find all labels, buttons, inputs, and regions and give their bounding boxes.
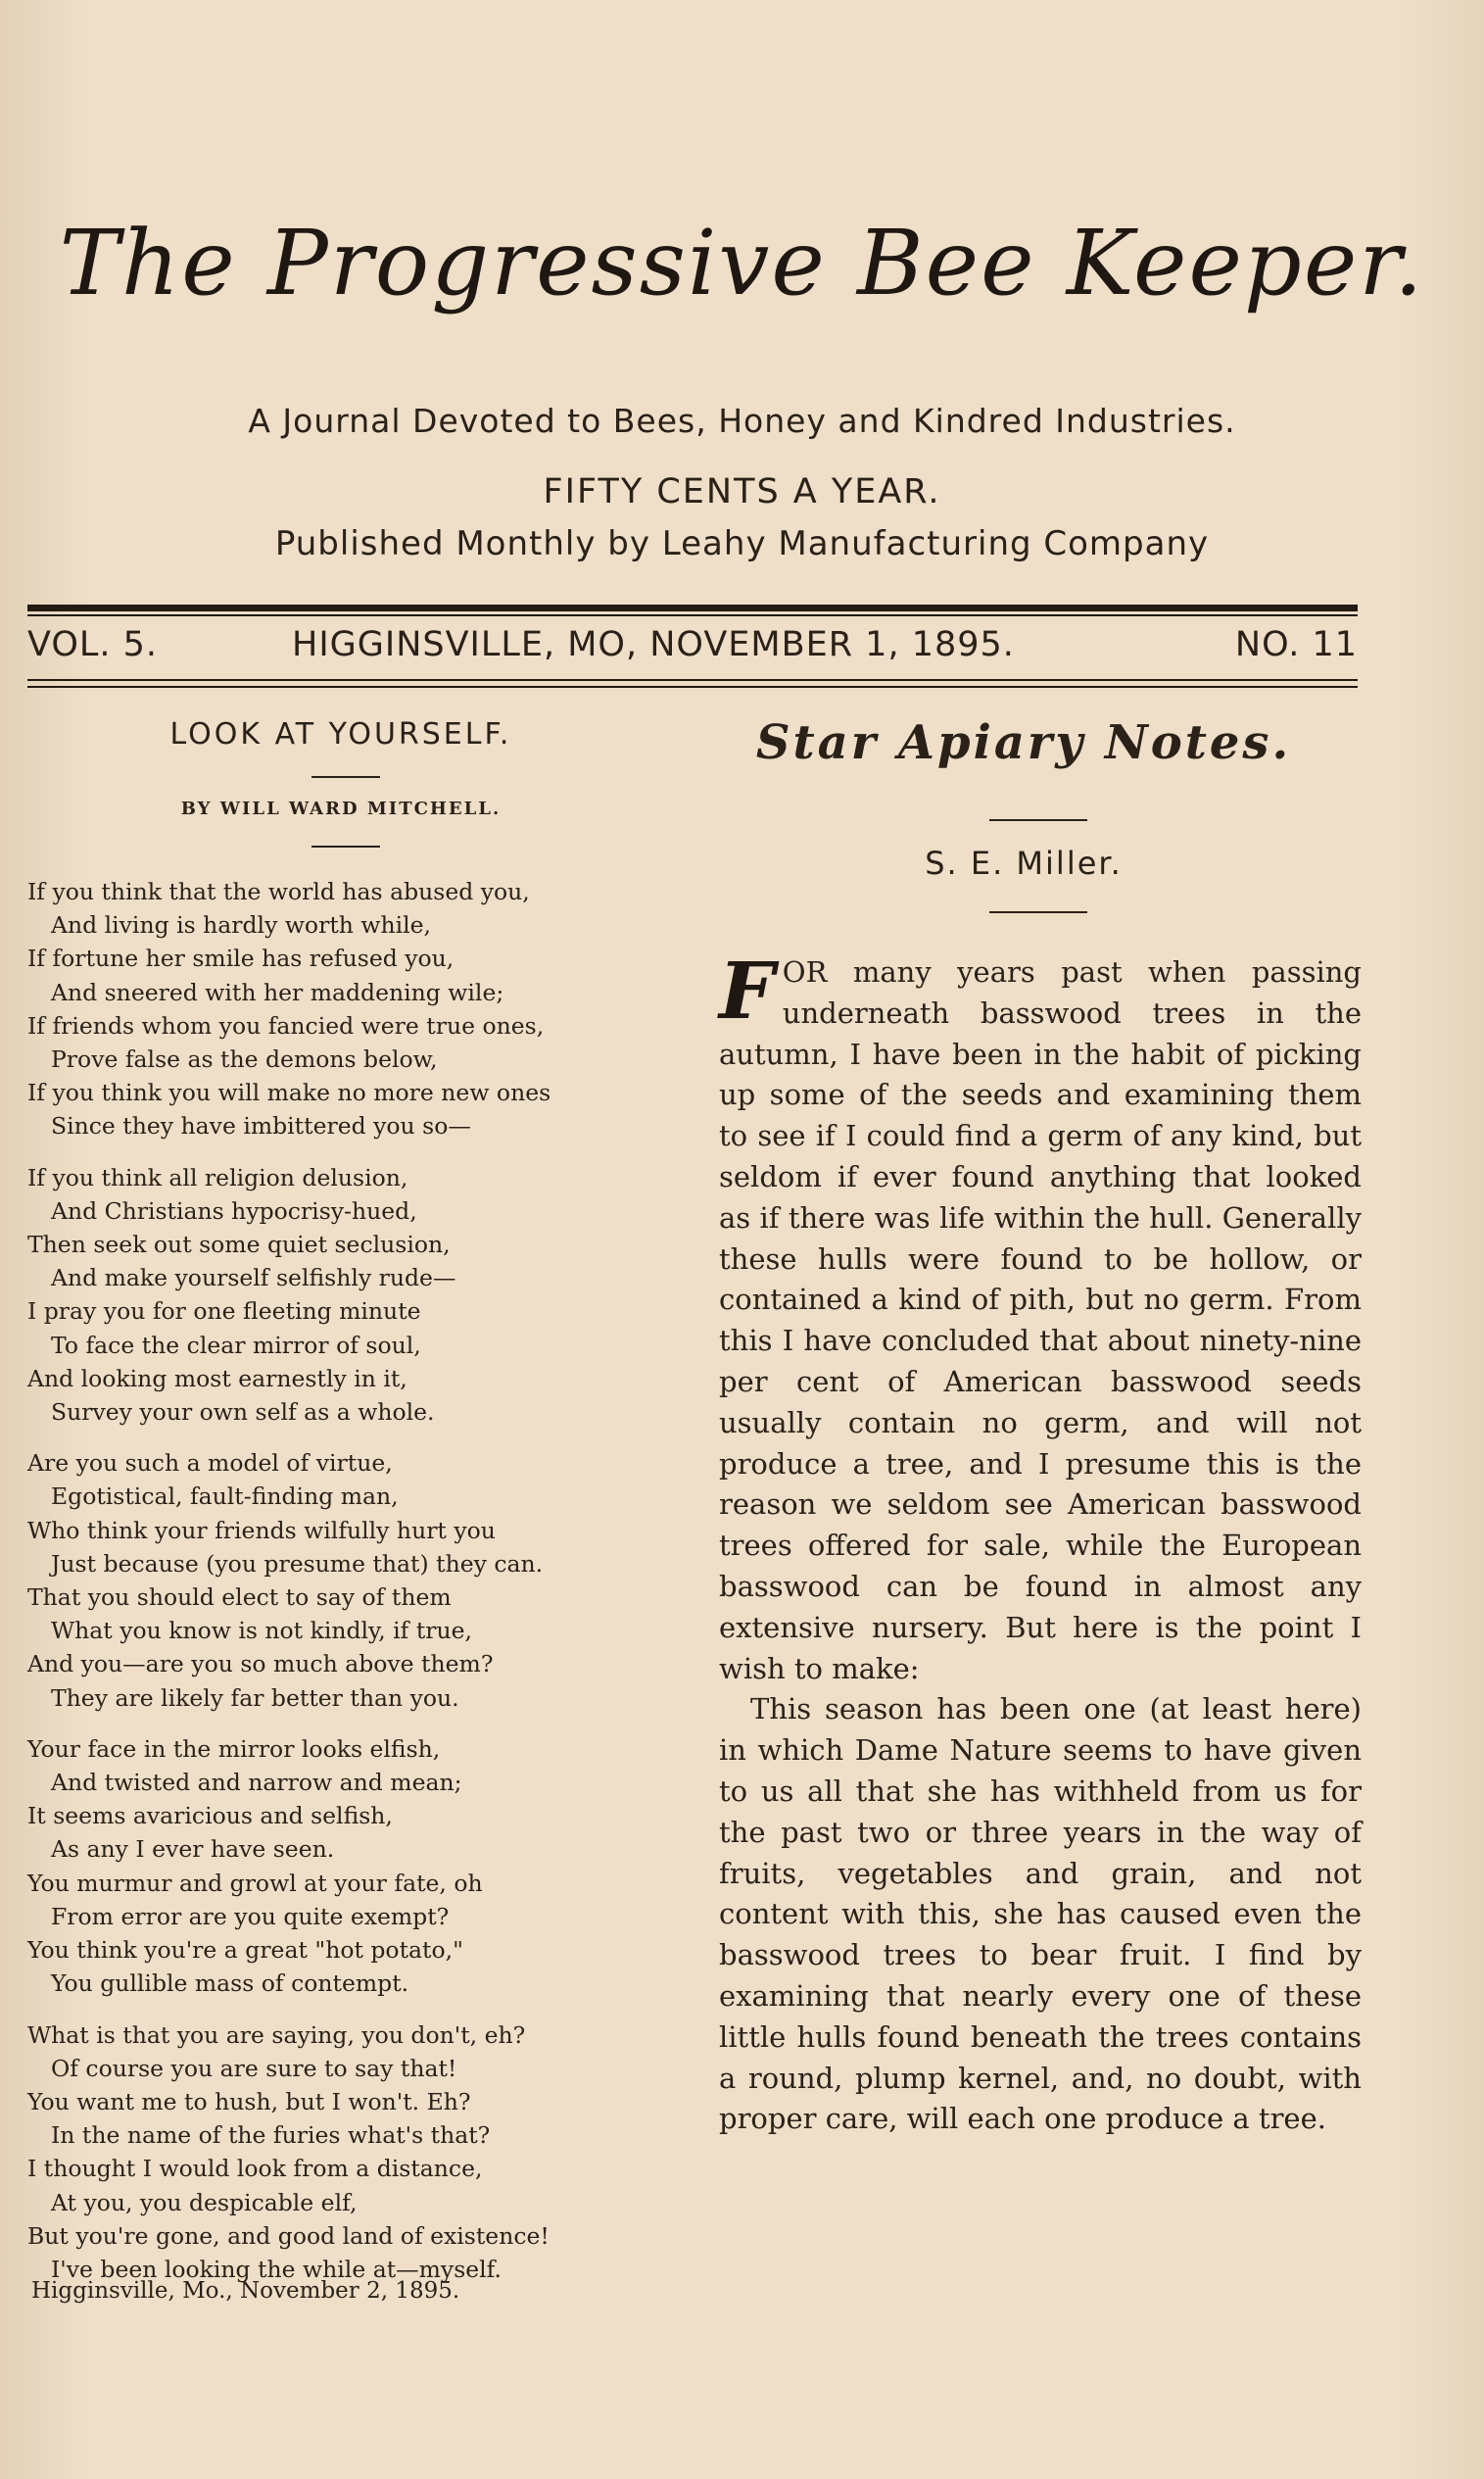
poem-line: I pray you for one fleeting minute xyxy=(27,1297,421,1326)
poem-line: They are likely far better than you. xyxy=(51,1683,459,1712)
poem-line: What you know is not kindly, if true, xyxy=(51,1617,473,1645)
article-author: S. E. Miller. xyxy=(925,845,1123,882)
poem-line: Your face in the mirror looks elfish, xyxy=(27,1734,441,1763)
poem-line: From error are you quite exempt? xyxy=(51,1902,450,1930)
journal-title: The Progressive Bee Keeper. xyxy=(59,211,1425,316)
poem-body xyxy=(27,875,674,2304)
poem-line: Survey your own self as a whole. xyxy=(51,1398,435,1427)
poem-stanza xyxy=(27,1446,674,1715)
masthead-rule-top xyxy=(27,605,1358,611)
poem-line: If you think all religion delusion, xyxy=(27,1163,408,1191)
subscription-price: FIFTY CENTS A YEAR. xyxy=(543,472,941,511)
poem-line: Of course you are sure to say that! xyxy=(51,2054,457,2082)
article-paragraph-2: This season has been one (at least here) in which Dame Nature seems to have given to us all that she has withheld from us for the past two or three years in the way of fruits, vegetables and grain, and not content with this, she has caused even the basswood trees to bear fruit. I find by examining that nearly every one of these little hulls found beneath the trees contains a round, plump kernel, and, no doubt, with proper care, will each one produce a tree. xyxy=(719,1692,1362,2136)
poem-line: You gullible mass of contempt. xyxy=(51,1969,409,1998)
section-title: Star Apiary Notes. xyxy=(755,715,1292,770)
poem-line: Who think your friends wilfully hurt you xyxy=(27,1516,496,1544)
issue-info-bar xyxy=(27,625,1358,668)
volume-label: VOL. 5. xyxy=(27,625,159,664)
masthead-rule-top-thin xyxy=(27,614,1358,616)
poem-line: It seems avaricious and selfish, xyxy=(27,1802,393,1830)
poem-byline-rule xyxy=(311,846,380,848)
poem-line: Egotistical, fault-finding man, xyxy=(51,1483,399,1511)
poem-line: You want me to hush, but I won't. Eh? xyxy=(27,2087,471,2115)
poem-title-rule xyxy=(311,776,380,778)
poem-stanza xyxy=(27,2018,674,2287)
poem-line: To face the clear mirror of soul, xyxy=(51,1331,421,1359)
poem-line: As any I ever have seen. xyxy=(51,1835,335,1864)
article-paragraph-1 xyxy=(719,945,1362,1689)
publisher-line: Published Monthly by Leahy Manufacturing Company xyxy=(274,524,1210,563)
poem-line: I've been looking the while at—myself. xyxy=(51,2255,503,2283)
poem-line: If friends whom you fancied were true ones, xyxy=(27,1011,545,1040)
poem-line: At you, you despicable elf, xyxy=(51,2188,358,2216)
journal-subtitle: A Journal Devoted to Bees, Honey and Kindred Industries. xyxy=(248,402,1236,440)
poem-line: And make yourself selfishly rude— xyxy=(51,1264,456,1292)
poem-line: I thought I would look from a distance, xyxy=(27,2155,483,2183)
masthead-rule-bottom-2 xyxy=(27,686,1358,688)
author-rule xyxy=(989,911,1087,913)
poem-line: And looking most earnestly in it, xyxy=(27,1364,407,1392)
paragraph-1-text: OR many years past when passing underneath basswood trees in the autumn, I have been in the habit of picking up some of the seeds and examining them to see if I could find a germ of any kind, but seldom if ever found anything that looked as if there was life within the hull. Generally these hulls were found to be hollow, or contained a kind of pith, but no germ. From this I have concluded that about ninety-nine per cent of American basswood seeds usually contain no germ, and will not produce a tree, and I presume this is the reason we seldom see American basswood trees offered for sale, while the European basswood can be found in almost any extensive nursery. But here is the point I wish to make: xyxy=(719,955,1362,1685)
poem-line: Then seek out some quiet seclusion, xyxy=(27,1231,451,1259)
poem-dateline: Higginsville, Mo., November 2, 1895. xyxy=(31,2278,460,2304)
poem-line: If fortune her smile has refused you, xyxy=(27,945,455,973)
poem-byline: BY WILL WARD MITCHELL. xyxy=(180,799,502,819)
poem-line: Just because (you presume that) they can. xyxy=(51,1549,544,1578)
poem-line: If you think you will make no more new ones xyxy=(27,1079,551,1107)
poem-stanza xyxy=(27,875,674,1143)
poem-title: LOOK AT YOURSELF. xyxy=(169,717,512,752)
poem-line: You think you're a great "hot potato," xyxy=(27,1936,463,1965)
poem-line: What is that you are saying, you don't, eh? xyxy=(27,2020,526,2049)
poem-line: In the name of the furies what's that? xyxy=(51,2121,491,2150)
poem-line: And living is hardly worth while, xyxy=(51,911,432,940)
poem-line: Since they have imbittered you so— xyxy=(51,1112,471,1141)
poem-stanza xyxy=(27,1732,674,2001)
article-body xyxy=(719,945,1362,2140)
poem-line: And you—are you so much above them? xyxy=(27,1650,494,1678)
poem-line: And sneered with her maddening wile; xyxy=(51,978,504,1006)
poem-line: If you think that the world has abused you, xyxy=(27,878,530,905)
section-title-rule xyxy=(989,819,1087,821)
poem-line: But you're gone, and good land of existence! xyxy=(27,2221,550,2250)
poem-line: Prove false as the demons below, xyxy=(51,1045,438,1074)
poem-stanza xyxy=(27,1161,674,1430)
issue-number-label: NO. 11 xyxy=(1234,625,1358,664)
poem-line: And twisted and narrow and mean; xyxy=(51,1769,462,1797)
poem-line: Are you such a model of virtue, xyxy=(27,1449,393,1478)
poem-line: That you should elect to say of them xyxy=(27,1583,452,1612)
masthead-rule-bottom xyxy=(27,679,1358,681)
poem-line: And Christians hypocrisy-hued, xyxy=(51,1196,417,1225)
poem-line: You murmur and growl at your fate, oh xyxy=(27,1869,483,1897)
drop-cap: F xyxy=(719,945,775,1037)
place-date-label: HIGGINSVILLE, MO, NOVEMBER 1, 1895. xyxy=(292,625,1015,664)
